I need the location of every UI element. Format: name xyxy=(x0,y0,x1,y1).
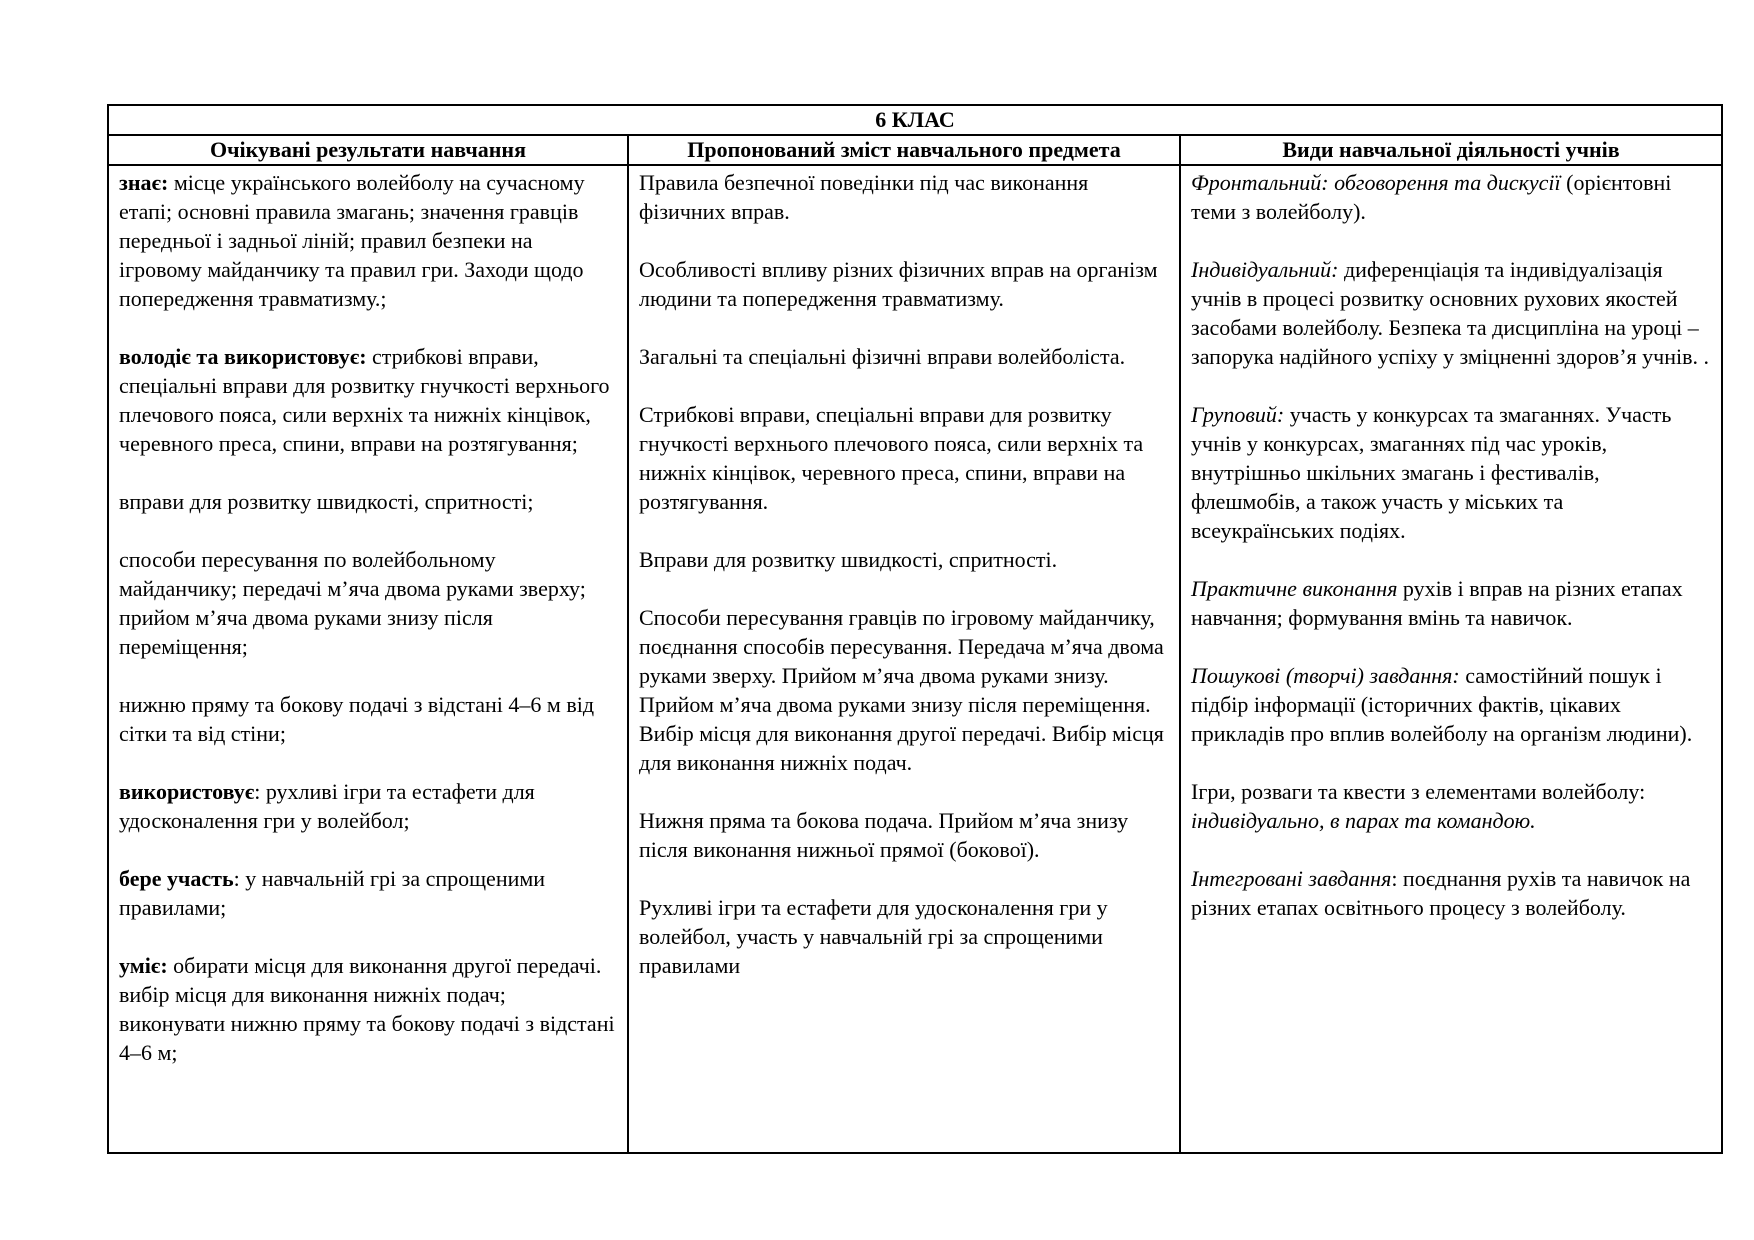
content-paragraph: Правила безпечної поведінки під час виконання фізичних вправ. xyxy=(639,170,1089,224)
header-expected-results: Очікувані результати навчання xyxy=(108,135,628,165)
activity-text: : поєднання рухів та навичок на різних етапах освітнього процесу з волейболу. xyxy=(1191,866,1691,920)
result-block xyxy=(119,777,617,835)
result-block xyxy=(119,864,617,922)
activity-block xyxy=(1191,864,1711,922)
result-text: обирати місця для виконання другої передачі. вибір місця для виконання нижніх подач; виконувати нижню пряму та бокову подачі з відстані 4–6 м; xyxy=(119,953,615,1065)
result-text: вправи для розвитку швидкості, спритності; xyxy=(119,489,534,514)
result-block xyxy=(119,342,617,458)
activity-block xyxy=(1191,661,1711,748)
activity-text: Ігри, розваги та квести з елементами волейболу: xyxy=(1191,779,1646,804)
content-paragraph: Нижня пряма та бокова подача. Прийом м’яча знизу після виконання нижньої прямої (бокової). xyxy=(639,808,1129,862)
activity-text: участь у конкурсах та змаганнях. Участь учнів у конкурсах, змаганнях під час уроків, внутрішньо шкільних змагань і фестивалів, флешмобів, а також участь у міських та всеукраїнських подіях. xyxy=(1191,402,1672,543)
result-block xyxy=(119,545,617,661)
result-text: : у навчальній грі за спрощеними правилами; xyxy=(119,866,546,920)
activity-lead: Пошукові (творчі) завдання: xyxy=(1191,663,1460,688)
proposed-content-cell xyxy=(628,165,1180,1153)
activity-text: рухів і вправ на різних етапах навчання; формування вмінь та навичок. xyxy=(1191,576,1683,630)
activity-tail: індивідуально, в парах та командою. xyxy=(1191,808,1536,833)
table-title: 6 КЛАС xyxy=(108,105,1722,135)
header-learning-activities: Види навчальної діяльності учнів xyxy=(1180,135,1722,165)
result-lead: використовує xyxy=(119,779,255,804)
activity-text: самостійний пошук і підбір інформації (історичних фактів, цікавих прикладів про вплив волейболу на організм людини). xyxy=(1191,663,1693,746)
content-paragraph: Загальні та спеціальні фізичні вправи волейболіста. xyxy=(639,344,1126,369)
activity-lead: Індивідуальний: xyxy=(1191,257,1339,282)
result-block xyxy=(119,951,617,1067)
curriculum-table xyxy=(107,104,1723,1154)
activity-lead: Фронтальний: обговорення та дискусії xyxy=(1191,170,1561,195)
result-text: стрибкові вправи, спеціальні вправи для розвитку гнучкості верхнього плечового пояса, сили верхніх та нижніх кінцівок, черевного преса, спини, вправи на розтягування; xyxy=(119,344,610,456)
result-text: місце українського волейболу на сучасному етапі; основні правила змагань; значення гравців передньої і задньої ліній; правил безпеки на ігровому майданчику та правил гри. Заходи щодо попередження травматизму.; xyxy=(119,170,585,311)
activity-text: диференціація та індивідуалізація учнів в процесі розвитку основних рухових якостей засобами волейболу. Безпека та дисципліна на уроці – запорука надійного успіху у зміцненні здоров’я учнів. . xyxy=(1191,257,1709,369)
learning-activities-cell xyxy=(1180,165,1722,1153)
result-block xyxy=(119,168,617,313)
activity-block xyxy=(1191,777,1711,835)
content-paragraph: Вправи для розвитку швидкості, спритності. xyxy=(639,547,1058,572)
result-text: нижню пряму та бокову подачі з відстані 4–6 м від сітки та від стіни; xyxy=(119,692,595,746)
header-proposed-content: Пропонований зміст навчального предмета xyxy=(628,135,1180,165)
content-paragraph: Рухливі ігри та естафети для удосконалення гри у волейбол, участь у навчальній грі за спрощеними правилами xyxy=(639,895,1108,978)
activity-block xyxy=(1191,574,1711,632)
result-text: способи пересування по волейбольному майданчику; передачі м’яча двома руками зверху; прийом м’яча двома руками знизу після переміщення; xyxy=(119,547,586,659)
result-lead: володіє та використовує: xyxy=(119,344,367,369)
activity-lead: Практичне виконання xyxy=(1191,576,1398,601)
result-lead: бере участь xyxy=(119,866,234,891)
content-paragraph: Способи пересування гравців по ігровому майданчику, поєднання способів пересування. Передача м’яча двома руками зверху. Прийом м’яча двома руками знизу. Прийом м’яча двома руками знизу після переміщення. Вибір місця для виконання другої передачі. Вибір місця для виконання нижніх подач. xyxy=(639,605,1164,775)
activity-lead: Інтегровані завдання xyxy=(1191,866,1392,891)
result-text: : рухливі ігри та естафети для удосконалення гри у волейбол; xyxy=(119,779,535,833)
activity-text: (орієнтовні теми з волейболу). xyxy=(1191,170,1672,224)
activity-block xyxy=(1191,255,1711,371)
result-lead: уміє: xyxy=(119,953,168,978)
expected-results-cell xyxy=(108,165,628,1153)
activity-block xyxy=(1191,400,1711,545)
activity-block xyxy=(1191,168,1711,226)
result-block xyxy=(119,690,617,748)
content-paragraph: Особливості впливу різних фізичних вправ на організм людини та попередження травматизму. xyxy=(639,257,1158,311)
result-lead: знає: xyxy=(119,170,169,195)
result-block xyxy=(119,487,617,516)
activity-lead: Груповий: xyxy=(1191,402,1285,427)
content-paragraph: Стрибкові вправи, спеціальні вправи для розвитку гнучкості верхнього плечового пояса, сили верхніх та нижніх кінцівок, черевного преса, спини, вправи на розтягування. xyxy=(639,402,1144,514)
